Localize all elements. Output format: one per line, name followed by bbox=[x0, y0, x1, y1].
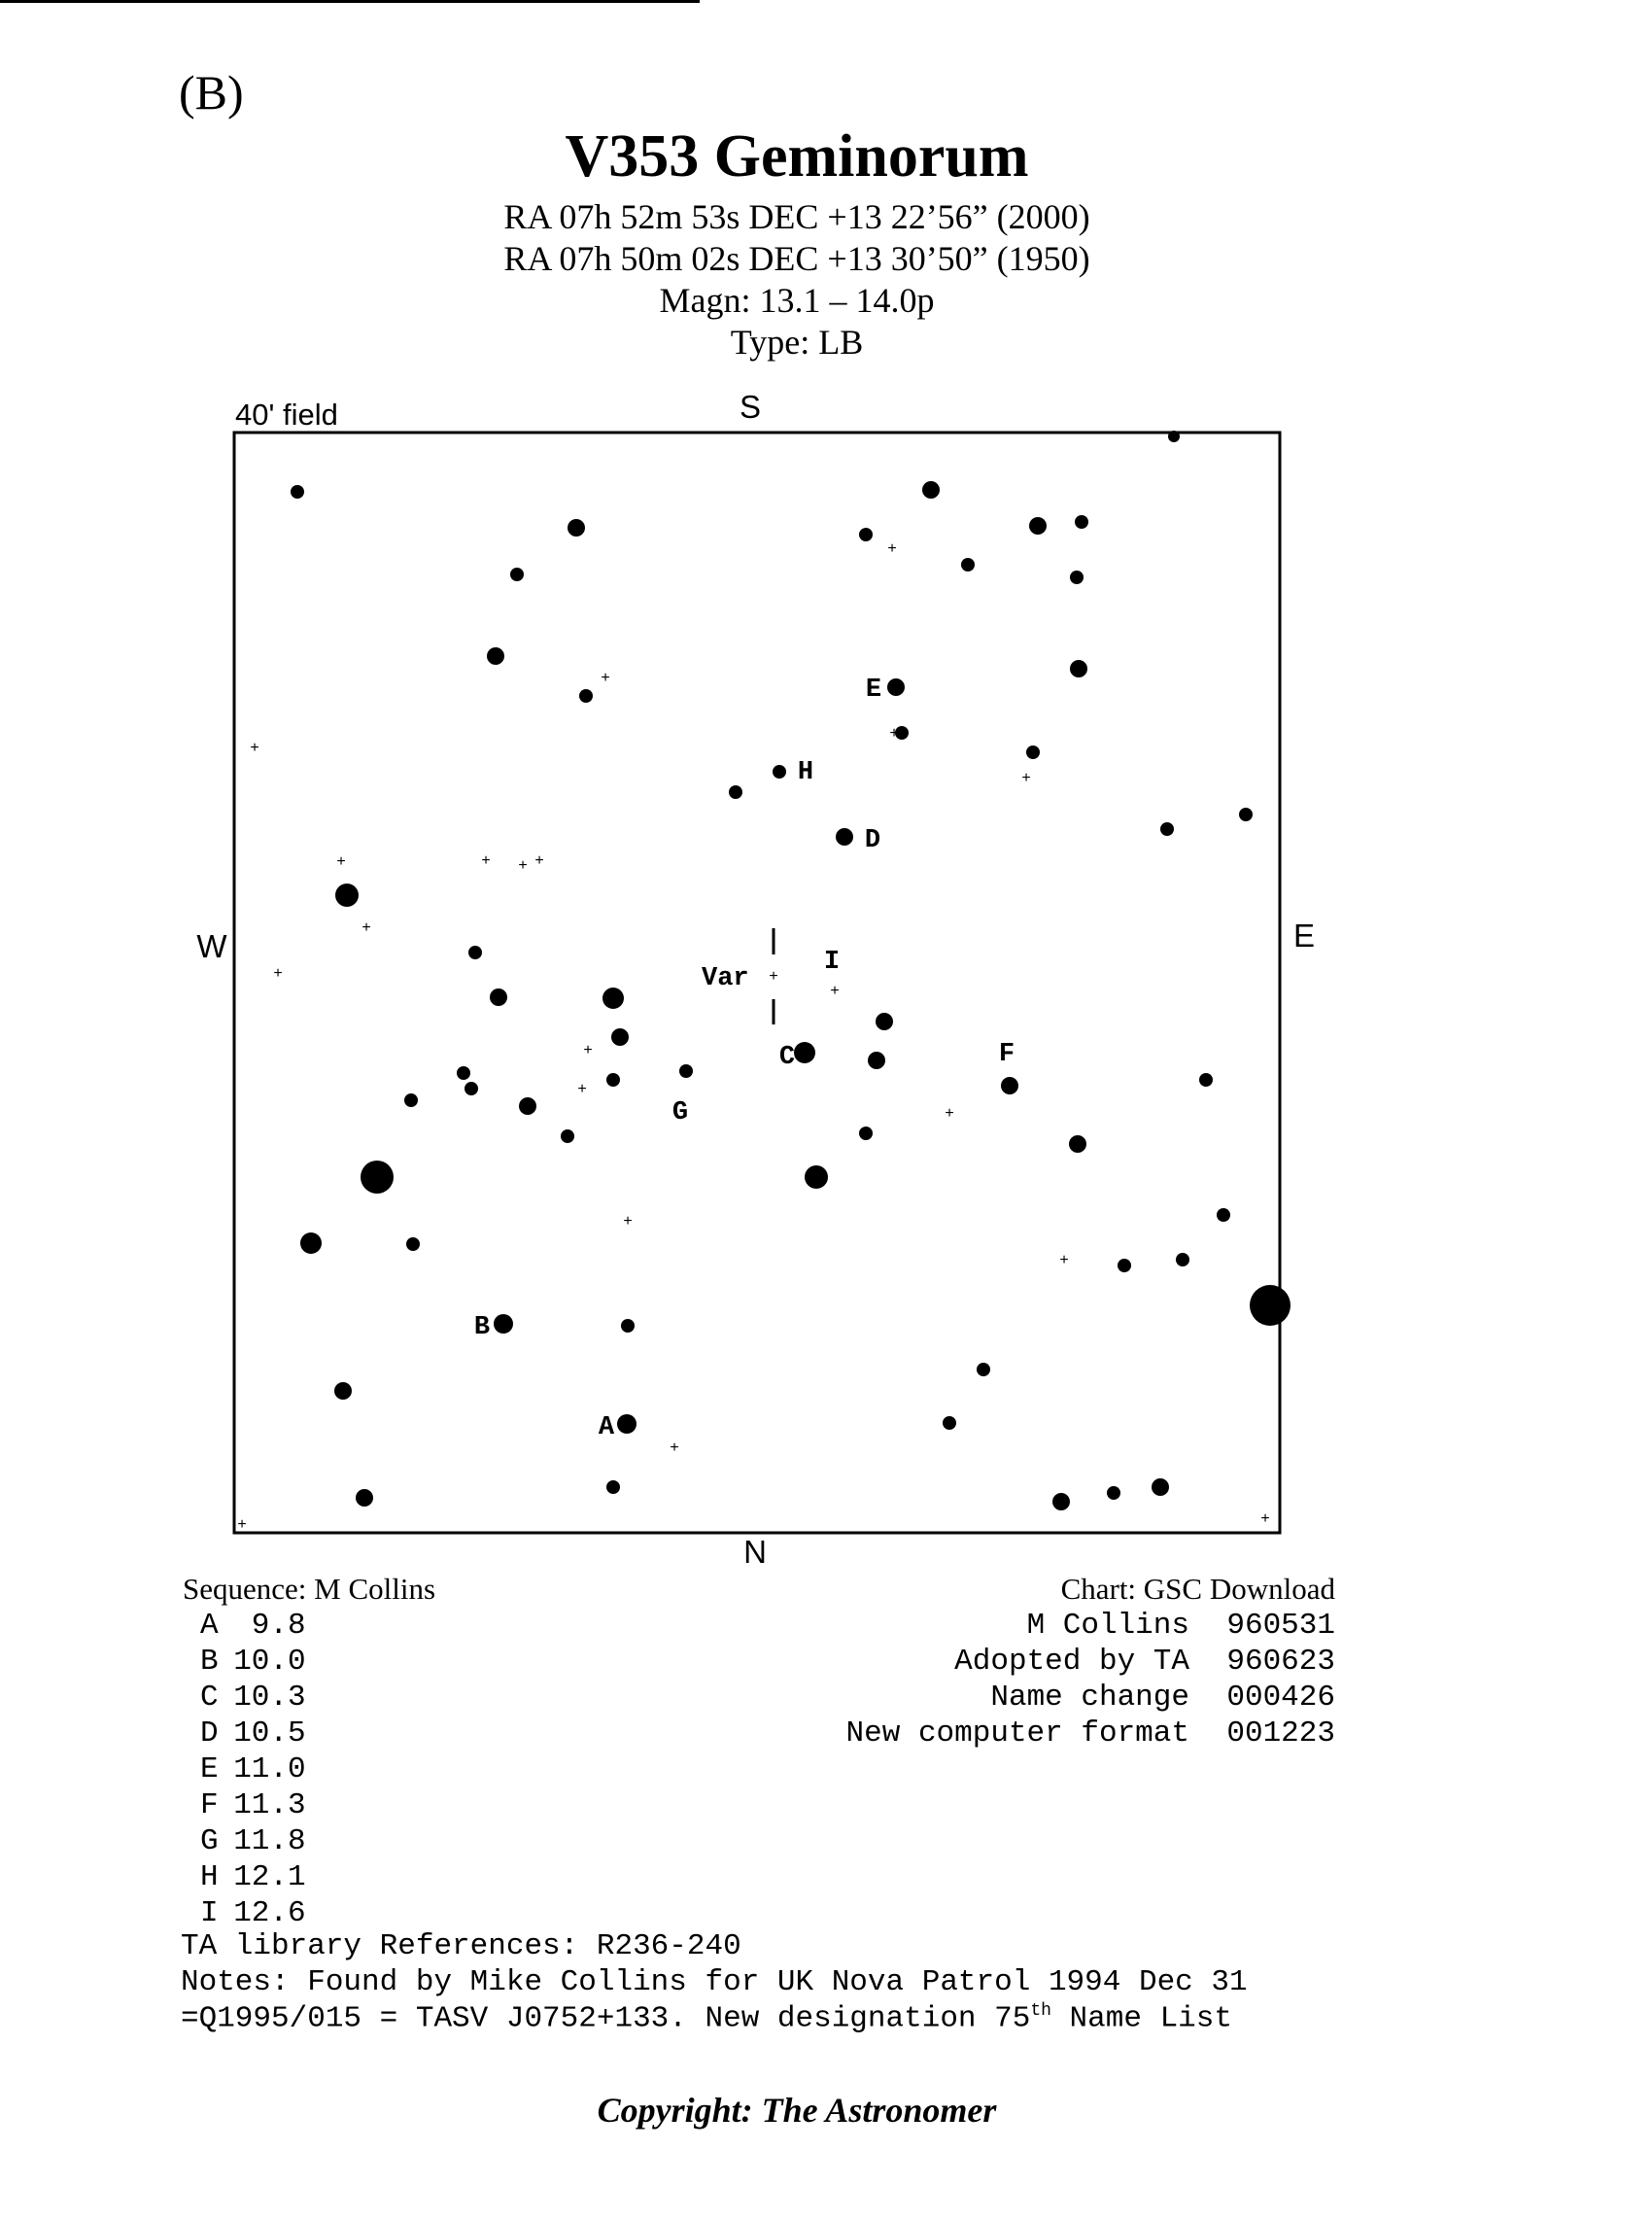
star bbox=[611, 1028, 629, 1046]
star bbox=[606, 1073, 620, 1087]
comparison-label-e: E bbox=[865, 676, 882, 705]
star bbox=[617, 1414, 637, 1434]
history-date: 960623 bbox=[1226, 1645, 1335, 1679]
notes-line-2 bbox=[181, 2001, 1232, 2035]
star bbox=[922, 481, 940, 499]
star bbox=[679, 1064, 693, 1078]
sequence-magnitude: 12.1 bbox=[233, 1860, 306, 1894]
sequence-row bbox=[200, 1752, 306, 1786]
notes-line-2-text: =Q1995/015 = TASV J0752+133. New designation 75 bbox=[181, 2001, 1031, 2036]
faint-star: + bbox=[1059, 1252, 1069, 1268]
history-event: Name change bbox=[990, 1681, 1189, 1715]
sequence-star: I bbox=[200, 1896, 219, 1930]
star bbox=[300, 1232, 322, 1254]
faint-star: + bbox=[889, 725, 899, 742]
variable-label: Var bbox=[702, 964, 749, 993]
faint-star: + bbox=[670, 1439, 679, 1456]
star bbox=[490, 988, 507, 1006]
panel-label: (B) bbox=[179, 65, 244, 120]
faint-star: + bbox=[534, 852, 544, 869]
sequence-row bbox=[200, 1716, 306, 1751]
star bbox=[1001, 1077, 1018, 1094]
notes-line-2-end: Name List bbox=[1050, 2001, 1232, 2036]
star bbox=[1070, 571, 1084, 584]
star bbox=[1160, 822, 1174, 836]
faint-star: + bbox=[601, 670, 610, 686]
direction-west: W bbox=[196, 928, 227, 964]
faint-star: + bbox=[830, 983, 840, 999]
coords-2000: RA 07h 52m 53s DEC +13 22’56” (2000) bbox=[503, 197, 1090, 236]
field-frame bbox=[234, 433, 1280, 1533]
sequence-magnitude: 11.0 bbox=[233, 1752, 306, 1786]
sequence-row bbox=[200, 1824, 306, 1858]
faint-star: + bbox=[336, 853, 346, 870]
star bbox=[621, 1319, 635, 1333]
star bbox=[519, 1097, 536, 1115]
faint-star: + bbox=[481, 852, 491, 869]
coords-1950: RA 07h 50m 02s DEC +13 30’50” (1950) bbox=[503, 239, 1090, 278]
history-event: New computer format bbox=[845, 1716, 1189, 1751]
sequence-magnitude: 10.0 bbox=[233, 1645, 306, 1679]
sequence-row bbox=[200, 1645, 306, 1679]
star bbox=[1217, 1208, 1230, 1222]
sequence-magnitude: 10.5 bbox=[233, 1716, 306, 1751]
history-row bbox=[480, 1645, 1335, 1679]
star bbox=[977, 1363, 990, 1376]
star bbox=[1070, 660, 1087, 677]
star bbox=[1250, 1285, 1291, 1326]
sequence-star: G bbox=[200, 1824, 219, 1858]
sequence-row bbox=[200, 1609, 306, 1643]
faint-star: + bbox=[273, 965, 283, 982]
comparison-label-a: A bbox=[598, 1413, 615, 1442]
history-row bbox=[480, 1609, 1335, 1643]
star bbox=[1069, 1135, 1086, 1153]
star bbox=[487, 647, 504, 665]
star bbox=[291, 485, 304, 499]
sequence-star: D bbox=[200, 1716, 219, 1751]
faint-star: + bbox=[887, 540, 897, 557]
comparison-label-b: B bbox=[473, 1313, 491, 1342]
star bbox=[606, 1480, 620, 1494]
star bbox=[356, 1489, 373, 1507]
direction-east: E bbox=[1292, 918, 1316, 953]
sequence-magnitude: 10.3 bbox=[233, 1681, 306, 1715]
copyright: Copyright: The Astronomer bbox=[597, 2091, 997, 2130]
direction-south: S bbox=[739, 389, 762, 425]
history-date: 001223 bbox=[1226, 1716, 1335, 1751]
chart-title: V353 Geminorum bbox=[565, 123, 1029, 190]
sequence-row bbox=[200, 1896, 306, 1930]
sequence-heading: Sequence: M Collins bbox=[183, 1572, 436, 1606]
comparison-label-d: D bbox=[864, 826, 881, 855]
star bbox=[1026, 745, 1040, 759]
faint-star: + bbox=[769, 968, 778, 985]
notes-line-1: Notes: Found by Mike Collins for UK Nova Patrol 1994 Dec 31 bbox=[181, 1965, 1248, 1999]
star bbox=[794, 1042, 815, 1063]
sequence-magnitude: 9.8 bbox=[251, 1609, 306, 1643]
star bbox=[334, 1382, 352, 1400]
star bbox=[1107, 1486, 1120, 1500]
star bbox=[773, 765, 786, 779]
star bbox=[1239, 808, 1253, 821]
comparison-label-g: G bbox=[671, 1098, 689, 1127]
comparison-label-c: C bbox=[778, 1043, 796, 1072]
star bbox=[887, 678, 905, 696]
faint-star: + bbox=[623, 1213, 633, 1230]
star bbox=[568, 519, 585, 537]
comparison-label-f: F bbox=[998, 1040, 1015, 1069]
faint-star: + bbox=[237, 1516, 247, 1533]
star bbox=[404, 1093, 418, 1107]
star bbox=[836, 828, 853, 846]
history-row bbox=[480, 1681, 1335, 1715]
star bbox=[1075, 515, 1088, 529]
references: TA library References: R236-240 bbox=[181, 1929, 741, 1963]
star bbox=[729, 785, 742, 799]
history-date: 000426 bbox=[1226, 1681, 1335, 1715]
star bbox=[510, 568, 524, 581]
history-date: 960531 bbox=[1226, 1609, 1335, 1643]
sequence-star: E bbox=[200, 1752, 219, 1786]
star bbox=[602, 988, 624, 1009]
faint-star: + bbox=[945, 1105, 954, 1122]
star bbox=[1176, 1253, 1189, 1266]
star bbox=[1052, 1493, 1070, 1510]
star bbox=[859, 528, 873, 541]
history-heading: Chart: GSC Download bbox=[1060, 1572, 1335, 1606]
faint-star: + bbox=[583, 1042, 593, 1058]
star bbox=[361, 1161, 394, 1194]
faint-star: + bbox=[1021, 770, 1031, 786]
star bbox=[961, 558, 975, 572]
faint-star: + bbox=[361, 919, 371, 936]
ordinal-suffix: th bbox=[1030, 2001, 1051, 2021]
sequence-magnitude: 11.3 bbox=[233, 1788, 306, 1822]
star bbox=[805, 1165, 828, 1189]
sequence-star: H bbox=[200, 1860, 219, 1894]
star bbox=[1029, 517, 1047, 535]
comparison-labels bbox=[474, 676, 1015, 1442]
star bbox=[494, 1314, 513, 1334]
faint-star: + bbox=[250, 740, 259, 756]
star bbox=[1118, 1259, 1131, 1272]
star bbox=[943, 1416, 956, 1430]
star bbox=[1152, 1478, 1169, 1496]
star bbox=[457, 1066, 470, 1080]
sequence-magnitude: 11.8 bbox=[233, 1824, 306, 1858]
star bbox=[465, 1082, 478, 1095]
sequence-row bbox=[200, 1788, 306, 1822]
star bbox=[335, 884, 359, 907]
star bbox=[1168, 431, 1180, 442]
sequence-star: F bbox=[200, 1788, 219, 1822]
history-event: Adopted by TA bbox=[954, 1645, 1189, 1679]
history-event: M Collins bbox=[1026, 1609, 1189, 1643]
sequence-row bbox=[200, 1681, 306, 1715]
direction-north: N bbox=[743, 1534, 767, 1570]
star bbox=[1199, 1073, 1213, 1087]
sequence-row bbox=[200, 1860, 306, 1894]
sequence-star: B bbox=[200, 1645, 219, 1679]
star bbox=[876, 1013, 893, 1030]
star bbox=[561, 1129, 574, 1143]
magnitude-range: Magn: 13.1 – 14.0p bbox=[659, 281, 935, 320]
faint-star: + bbox=[1260, 1510, 1270, 1527]
star bbox=[859, 1127, 873, 1140]
star bbox=[468, 946, 482, 959]
faint-star: + bbox=[518, 857, 528, 874]
sequence-star: A bbox=[200, 1609, 219, 1643]
star-field bbox=[237, 431, 1291, 1533]
star bbox=[579, 689, 593, 703]
comparison-label-i: I bbox=[823, 948, 841, 977]
sequence-star: C bbox=[200, 1681, 219, 1715]
sequence-magnitude: 12.6 bbox=[233, 1896, 306, 1930]
comparison-label-h: H bbox=[797, 758, 814, 787]
star bbox=[868, 1052, 885, 1069]
faint-star: + bbox=[577, 1081, 587, 1097]
history-row bbox=[480, 1716, 1335, 1751]
star bbox=[406, 1237, 420, 1251]
field-label: 40' field bbox=[235, 398, 338, 432]
variable-type: Type: LB bbox=[730, 323, 864, 362]
